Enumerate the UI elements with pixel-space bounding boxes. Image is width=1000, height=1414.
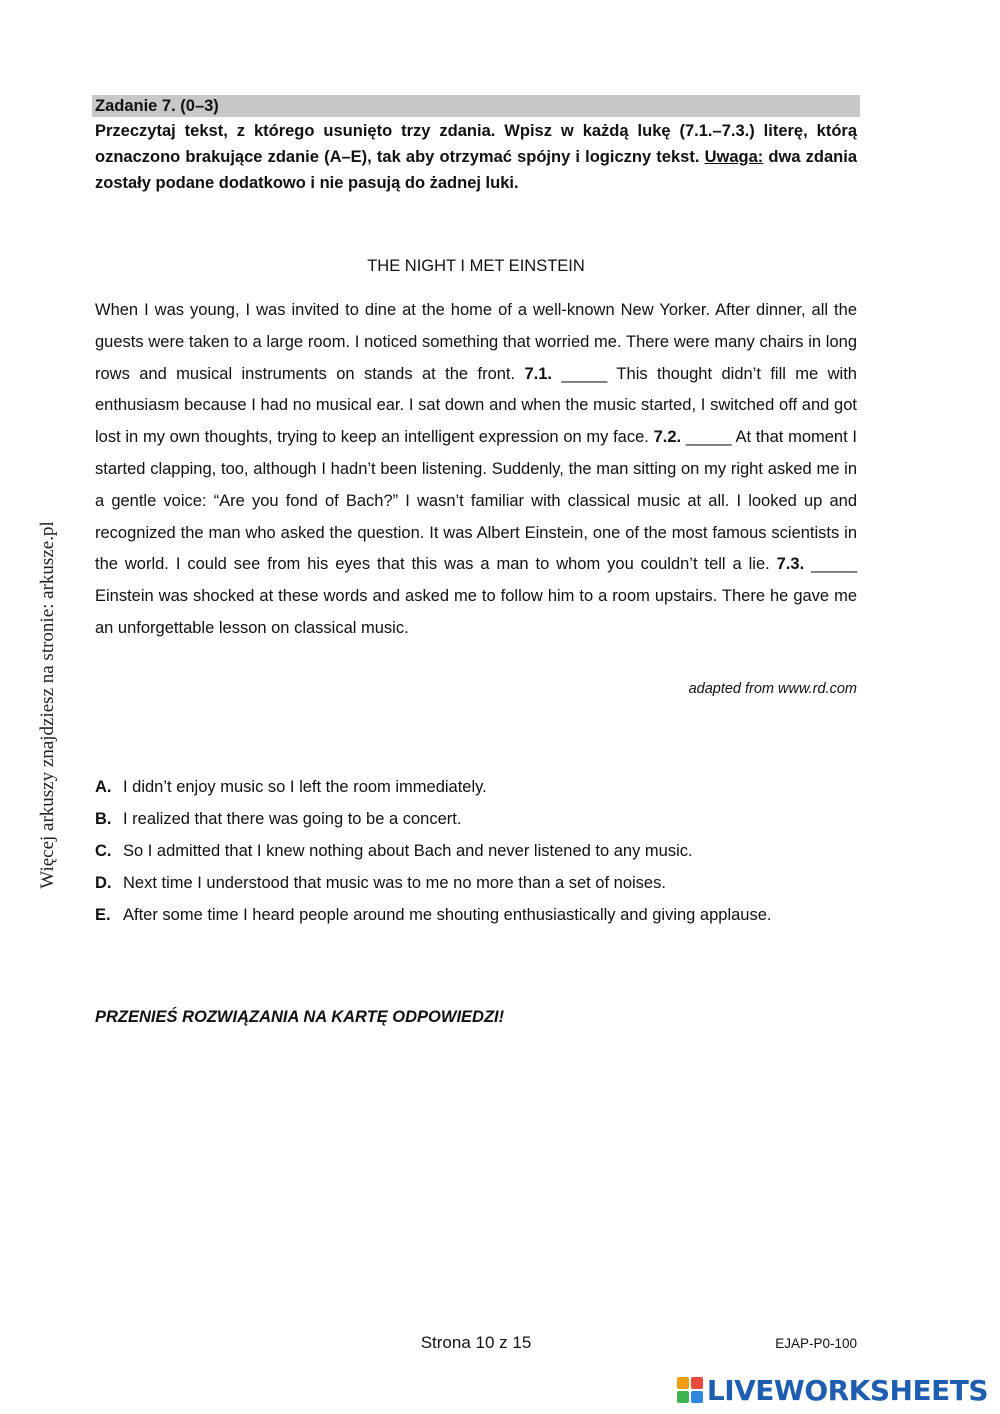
passage-title: THE NIGHT I MET EINSTEIN [367,257,585,275]
gap-7-2-blank[interactable]: _____ [681,428,732,447]
option-letter: B. [95,810,112,828]
option-c [95,835,875,867]
gap-7-3-label: 7.3. [776,555,805,574]
gap-7-2-label: 7.2. [653,428,682,447]
task-instructions [95,118,857,196]
passage-source: adapted from www.rd.com [688,681,857,697]
note-label: Uwaga: [704,148,764,166]
note-text: dwa zdania zostały podane dodatkowo i nie pasują do żadnej luki. [95,148,858,192]
passage-part-4: Einstein was shocked at these words and asked me to follow him to a room upstairs. There he gave me an unforgettable lesson on classical music. [95,587,857,637]
option-e [95,899,875,931]
option-letter: D. [95,874,112,892]
option-letter: E. [95,906,111,924]
passage-text [95,295,857,645]
gap-7-1-blank[interactable]: _____ [552,364,608,383]
passage-part-1: When I was young, I was invited to dine at the home of a well-known New Yorker. After dinner, all the guests were taken to a large room. I noticed something that worried me. There were many chairs in long rows and musical instruments on stands at the front. [95,301,857,383]
liveworksheets-logo-icon [677,1377,703,1403]
passage-part-2: This thought didn’t fill me with enthusiasm because I had no musical ear. I sat down and when the music started, I switched off and got lost in my own thoughts, trying to keep an intelligent expression on my face. [95,364,857,447]
option-text: I realized that there was going to be a concert. [123,810,462,828]
transfer-answers-note: PRZENIEŚ ROZWIĄZANIA NA KARTĘ ODPOWIEDZI! [95,1008,505,1026]
option-text: I didn’t enjoy music so I left the room immediately. [123,778,487,796]
task-header: Zadanie 7. (0–3) [92,95,860,117]
option-letter: A. [95,778,112,796]
answer-options-list [95,771,875,931]
option-a [95,771,875,803]
liveworksheets-brand[interactable] [677,1373,988,1407]
page-number: Strona 10 z 15 [420,1333,532,1352]
exam-code: EJAP-P0-100 [775,1336,857,1351]
passage-part-3: At that moment I started clapping, too, although I hadn’t been listening. Suddenly, the man sitting on my right asked me in a gentle voice: “Are you fond of Bach?” I wasn’t familiar with classical music at all. I looked up and recognized the man who asked the question. It was Albert Einstein, one of the most famous scientists in the world. I could see from his eyes that this was a man to whom you couldn’t tell a lie. [95,428,857,574]
gap-7-1-label: 7.1. [524,364,553,383]
option-text: So I admitted that I knew nothing about Bach and never listened to any music. [123,842,693,860]
brand-name: LIVEWORKSHEETS [706,1373,988,1407]
option-d [95,867,875,899]
option-letter: C. [95,842,112,860]
option-b [95,803,875,835]
instruction-text: Przeczytaj tekst, z którego usunięto trzy zdania. Wpisz w każdą lukę (7.1.–7.3.) literę, którą oznaczono brakujące zdanie (A–E), tak aby otrzymać spójny i logiczny tekst. [95,122,857,166]
option-text: Next time I understood that music was to me no more than a set of noises. [123,874,666,892]
option-text: After some time I heard people around me shouting enthusiastically and giving applause. [123,906,772,924]
side-watermark-note: Więcej arkuszy znajdziesz na stronie: arkusze.pl [37,521,58,889]
gap-7-3-blank[interactable]: _____ [804,555,858,574]
